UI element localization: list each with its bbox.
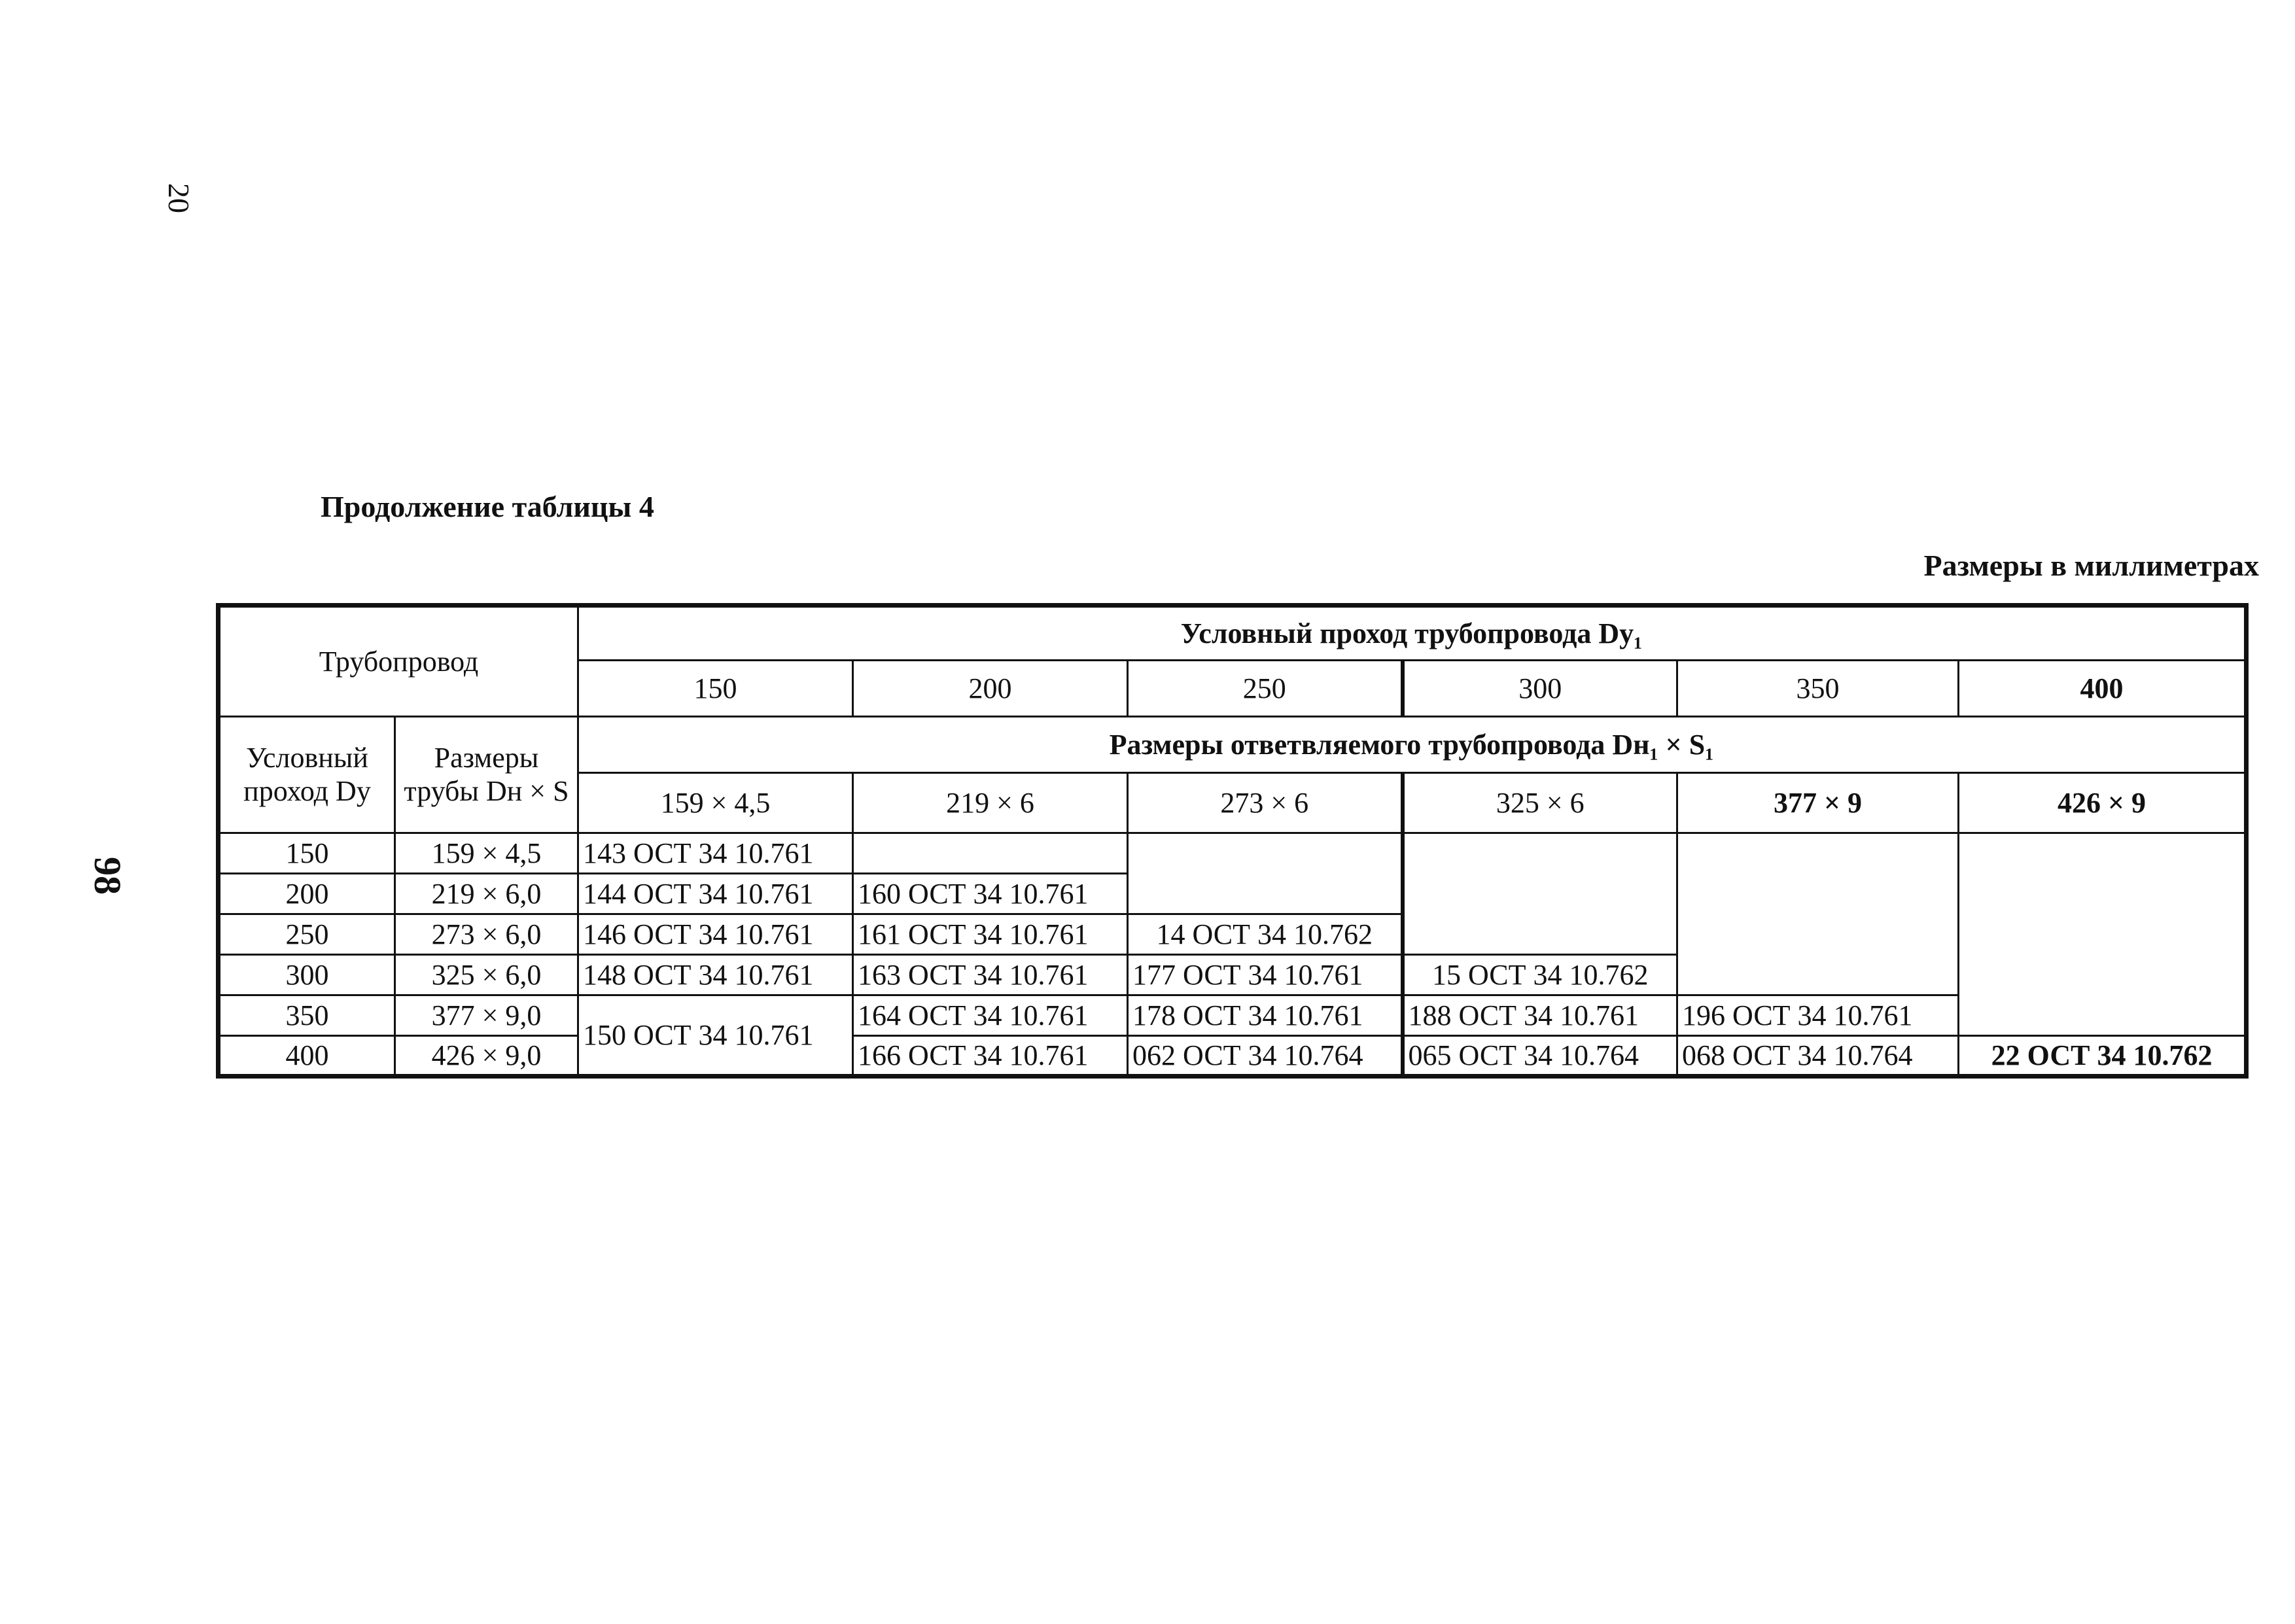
branch-size-0: 159 × 4,5 bbox=[578, 773, 853, 833]
cell-300: 065 ОСТ 34 10.764 bbox=[1403, 1036, 1677, 1077]
cell-150: 146 ОСТ 34 10.761 bbox=[578, 914, 853, 955]
cell-350: 068 ОСТ 34 10.764 bbox=[1677, 1036, 1959, 1077]
empty-cell bbox=[1128, 833, 1403, 914]
pipe-table bbox=[216, 603, 2249, 1079]
cell-200: 161 ОСТ 34 10.761 bbox=[853, 914, 1128, 955]
row-size: 426 × 9,0 bbox=[395, 1036, 578, 1077]
row-dy: 350 bbox=[219, 995, 395, 1036]
branch-size-2: 273 × 6 bbox=[1128, 773, 1403, 833]
row-dy: 400 bbox=[219, 1036, 395, 1077]
empty-cell bbox=[1403, 833, 1677, 955]
nominal-350: 350 bbox=[1677, 661, 1959, 717]
page-number-rotated: 20 bbox=[162, 183, 196, 213]
cell-200: 164 ОСТ 34 10.761 bbox=[853, 995, 1128, 1036]
cell-250: 062 ОСТ 34 10.764 bbox=[1128, 1036, 1403, 1077]
cell-200: 163 ОСТ 34 10.761 bbox=[853, 955, 1128, 995]
row-dy: 300 bbox=[219, 955, 395, 995]
cell-250: 178 ОСТ 34 10.761 bbox=[1128, 995, 1403, 1036]
nominal-400: 400 bbox=[1959, 661, 2247, 717]
cell-250: 177 ОСТ 34 10.761 bbox=[1128, 955, 1403, 995]
table-caption: Продолжение таблицы 4 bbox=[321, 490, 654, 523]
col-size-header: Размеры трубы Dн × S bbox=[395, 717, 578, 833]
nominal-150: 150 bbox=[578, 661, 853, 717]
nominal-250: 250 bbox=[1128, 661, 1403, 717]
branch-size-5: 426 × 9 bbox=[1959, 773, 2247, 833]
cell-150: 144 ОСТ 34 10.761 bbox=[578, 874, 853, 914]
row-size: 273 × 6,0 bbox=[395, 914, 578, 955]
nominal-200: 200 bbox=[853, 661, 1128, 717]
empty-cell bbox=[1677, 833, 1959, 995]
col-dy-header: Условный проход Dy bbox=[219, 717, 395, 833]
units-note: Размеры в миллиметрах bbox=[1923, 549, 2259, 582]
cell-150: 148 ОСТ 34 10.761 bbox=[578, 955, 853, 995]
row-dy: 200 bbox=[219, 874, 395, 914]
cell-150: 150 ОСТ 34 10.761 bbox=[578, 995, 853, 1077]
row-size: 377 × 9,0 bbox=[395, 995, 578, 1036]
table-row bbox=[219, 833, 2247, 874]
nominal-bore-header: Условный проход трубопровода Dy₁ bbox=[578, 606, 2247, 661]
row-size: 219 × 6,0 bbox=[395, 874, 578, 914]
page-number: 98 bbox=[86, 857, 129, 895]
cell-400: 22 ОСТ 34 10.762 bbox=[1959, 1036, 2247, 1077]
cell-200: 166 ОСТ 34 10.761 bbox=[853, 1036, 1128, 1077]
branch-size-4: 377 × 9 bbox=[1677, 773, 1959, 833]
branch-size-header: Размеры ответвляемого трубопровода Dн₁ × S₁ bbox=[578, 717, 2247, 773]
row-dy: 250 bbox=[219, 914, 395, 955]
cell-350: 196 ОСТ 34 10.761 bbox=[1677, 995, 1959, 1036]
row-size: 325 × 6,0 bbox=[395, 955, 578, 995]
branch-size-3: 325 × 6 bbox=[1403, 773, 1677, 833]
cell-200: 160 ОСТ 34 10.761 bbox=[853, 874, 1128, 914]
table-row bbox=[219, 995, 2247, 1036]
empty-cell bbox=[853, 833, 1128, 874]
pipeline-header: Трубопровод bbox=[219, 606, 578, 717]
table-row bbox=[219, 1036, 2247, 1077]
branch-size-1: 219 × 6 bbox=[853, 773, 1128, 833]
row-size: 159 × 4,5 bbox=[395, 833, 578, 874]
cell-150: 143 ОСТ 34 10.761 bbox=[578, 833, 853, 874]
cell-300: 188 ОСТ 34 10.761 bbox=[1403, 995, 1677, 1036]
empty-cell bbox=[1959, 833, 2247, 1036]
nominal-300: 300 bbox=[1403, 661, 1677, 717]
cell-300: 15 ОСТ 34 10.762 bbox=[1403, 955, 1677, 995]
cell-250: 14 ОСТ 34 10.762 bbox=[1128, 914, 1403, 955]
row-dy: 150 bbox=[219, 833, 395, 874]
